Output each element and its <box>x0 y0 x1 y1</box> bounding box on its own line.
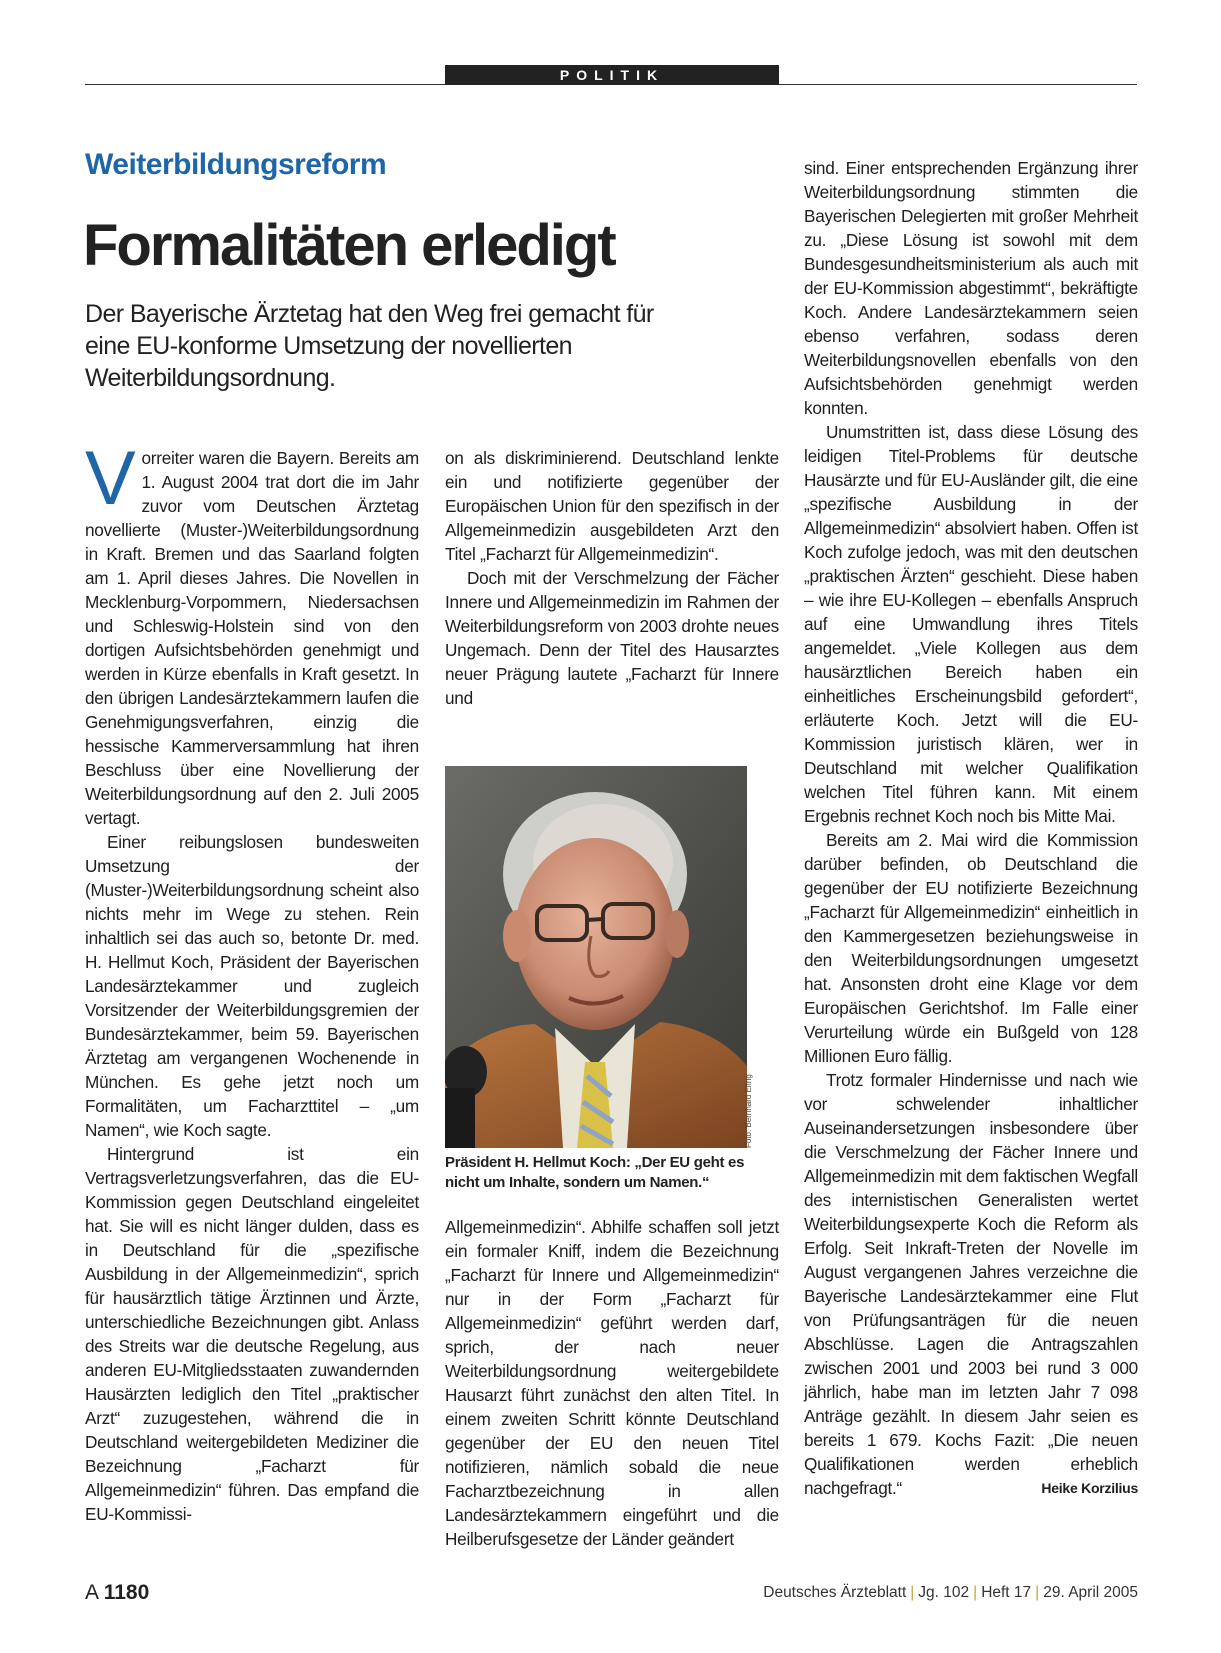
photo-caption: Präsident H. Hellmut Koch: „Der EU geht es nicht um Inhalte, sondern um Namen.“ <box>445 1154 745 1191</box>
paragraph: Bereits am 2. Mai wird die Kommission darüber befinden, ob Deutschland die gegenüber der EU notifizierte Bezeichnung „Facharzt für Allgemeinmedizin“ einheitlich in den Kammergesetzen beziehungsweise in den Weiterbildungsordnungen umgesetzt hat. Ansonsten droht eine Klage vor dem Europäischen Gerichtshof. Im Falle einer Verurteilung würde ein Bußgeld von 128 Millionen Euro fällig. <box>804 830 1138 1066</box>
article-deck: Der Bayerische Ärztetag hat den Weg frei gemacht für eine EU-konforme Umsetzung der novellierten Weiterbildungsordnung. <box>85 300 654 392</box>
page-number-value: 1180 <box>103 1581 150 1604</box>
paragraph: Unumstritten ist, dass diese Lösung des leidigen Titel-Problems für deutsche Hausärzte und für EU-Ausländer gilt, die eine „spezifische Ausbildung in der Allgemeinmedizin“ absolviert haben. Offen ist Koch zufolge jedoch, was mit den deutschen „praktischen Ärzten“ geschieht. Diese haben – wie ihre EU-Kollegen – ebenfalls Anspruch auf eine Umwandlung ihres Titels angemeldet. „Viele Kollegen aus dem hausärztlichen Bereich haben ein einheitliches Erscheinungsbild gefordert“, erläuterte Koch. Jetzt will die EU-Kommission juristisch klären, wer in Deutschland mit welcher Qualifikation welchen Titel führen kann. Mit einem Ergebnis rechnet Koch noch bis Mitte Mai. <box>804 422 1138 826</box>
section-label: POLITIK <box>445 65 779 85</box>
journal-volume: Jg. 102 <box>918 1584 970 1601</box>
separator: | <box>1035 1584 1040 1601</box>
journal-name: Deutsches Ärzteblatt <box>763 1584 907 1601</box>
page-prefix: A <box>85 1581 98 1604</box>
separator: | <box>973 1584 978 1601</box>
column-1 <box>85 436 419 1526</box>
paragraph-text: Trotz formaler Hindernisse und nach wie vor schwelender inhaltlicher Auseinandersetzungen insbesondere über die Verschmelzung der Fächer Innere und Allgemeinmedizin mit dem faktischen Wegfall des internistischen Generalisten wertet Weiterbildungsexperte Koch die Reform als Erfolg. Seit Inkraft-Treten der Novelle im August vergangenen Jahres verzeichne die Bayerische Landesärztekammer eine Flut von Prüfungsanträgen für die neuen Abschlüsse. Lagen die Antragszahlen zwischen 2001 und 2003 bei rund 3 000 jährlich, habe man im letzten Jahr 7 098 Anträge gezählt. In diesem Jahr seien es bereits 1 679. Kochs Fazit: „Die neuen Qualifikationen werden erheblich nachgefragt.“ <box>804 1070 1138 1498</box>
paragraph: on als diskriminierend. Deutschland lenkte ein und notifizierte gegenüber der Europäischen Union für den spezifisch in der Allgemeinmedizin ausgebildeten Arzt den Titel „Facharzt für Allgemeinmedizin“. <box>445 448 779 564</box>
column-2-top <box>445 446 779 710</box>
page-number <box>85 1581 149 1605</box>
photo-credit: Foto: Bernhard Eifrig <box>744 1074 753 1148</box>
paragraph <box>804 1068 1138 1500</box>
article-kicker: Weiterbildungsreform <box>85 148 387 181</box>
portrait-photo <box>445 766 747 1148</box>
publication-info <box>763 1584 1138 1602</box>
journal-date: 29. April 2005 <box>1043 1584 1138 1601</box>
paragraph: sind. Einer entsprechenden Ergänzung ihrer Weiterbildungsordnung stimmten die Bayerischen Delegierten mit großer Mehrheit zu. „Diese Lösung ist sowohl mit dem Bundesgesundheitsministerium als auch mit der EU-Kommission abgestimmt“, bekräftigte Koch. Andere Landesärztekammern seien ebenso verfahren, sodass deren Weiterbildungsnovellen ebenfalls von den Aufsichtsbehörden genehmigt werden konnten. <box>804 158 1138 418</box>
paragraph: Allgemeinmedizin“. Abhilfe schaffen soll jetzt ein formaler Kniff, indem die Bezeichnung „Facharzt für Innere und Allgemeinmedizin“ nur in der Form „Facharzt für Allgemeinmedizin“ geführt werden darf, sprich, der nach neuer Weiterbildungsordnung weitergebildete Hausarzt führt zunächst den alten Titel. In einem zweiten Schritt könnte Deutschland gegenüber der EU den neuen Titel notifizieren, nämlich sobald die neue Facharztbezeichnung in allen Landesärztekammern eingeführt und die Heilberufsgesetze der Länder geändert <box>445 1217 779 1549</box>
article-headline: Formalitäten erledigt <box>83 213 615 278</box>
column-2-bottom <box>445 1215 779 1551</box>
paragraph: Hintergrund ist ein Vertragsverletzungsverfahren, das die EU-Kommission gegen Deutschland eingeleitet hat. Sie will es nicht länger dulden, dass es in Deutschland für die „spezifische Ausbildung in der Allgemeinmedizin“, sprich für hausärztlich tätige Ärztinnen und Ärzte, unterschiedliche Bezeichnungen gibt. Anlass des Streits war die deutsche Regelung, aus anderen EU-Mitgliedsstaaten zuwandernden Hausärzten lediglich den Titel „praktischer Arzt“ zuzugestehen, während die in Deutschland weitergebildeten Mediziner die Bezeichnung „Facharzt für Allgemeinmedizin“ führen. Das empfand die EU-Kommissi- <box>85 1144 419 1524</box>
author-name: Heike Korzilius <box>1041 1480 1138 1496</box>
paragraph: Doch mit der Verschmelzung der Fächer Innere und Allgemeinmedizin im Rahmen der Weiterbildungsreform von 2003 drohte neues Ungemach. Denn der Titel des Hausarztes neuer Prägung lautete „Facharzt für Innere und <box>445 568 779 708</box>
paragraph <box>85 436 419 830</box>
journal-issue: Heft 17 <box>981 1584 1032 1601</box>
column-3 <box>804 156 1138 1500</box>
separator: | <box>910 1584 915 1601</box>
paragraph: Einer reibungslosen bundesweiten Umsetzung der (Muster-)Weiterbildungsordnung scheint also nichts mehr im Wege zu stehen. Rein inhaltlich sei das auch so, betonte Dr. med. H. Hellmut Koch, Präsident der Bayerischen Landesärztekammer und zugleich Vorsitzender der Weiterbildungsgremien der Bundesärztekammer, beim 59. Bayerischen Ärztetag am vergangenen Wochenende in München. Es gehe jetzt noch um Formalitäten, um Facharzttitel – „um Namen“, wie Koch sagte. <box>85 832 419 1140</box>
paragraph-text: orreiter waren die Bayern. Bereits am 1. August 2004 trat dort die im Jahr zuvor vom Deutschen Ärztetag novellierte (Muster-)Weiterbildungsordnung in Kraft. Bremen und das Saarland folgten am 1. April dieses Jahres. Die Novellen in Mecklenburg-Vorpommern, Niedersachsen und Schleswig-Holstein sind von den dortigen Aufsichtsbehörden genehmigt und werden in Kürze ebenfalls in Kraft gesetzt. In den übrigen Landesärztekammern laufen die Genehmigungsverfahren, einzig die hessische Kammerversammlung hat ihren Beschluss über eine Novellierung der Weiterbildungsordnung auf den 2. Juli 2005 vertagt. <box>85 448 419 828</box>
dropcap: V <box>85 436 136 521</box>
